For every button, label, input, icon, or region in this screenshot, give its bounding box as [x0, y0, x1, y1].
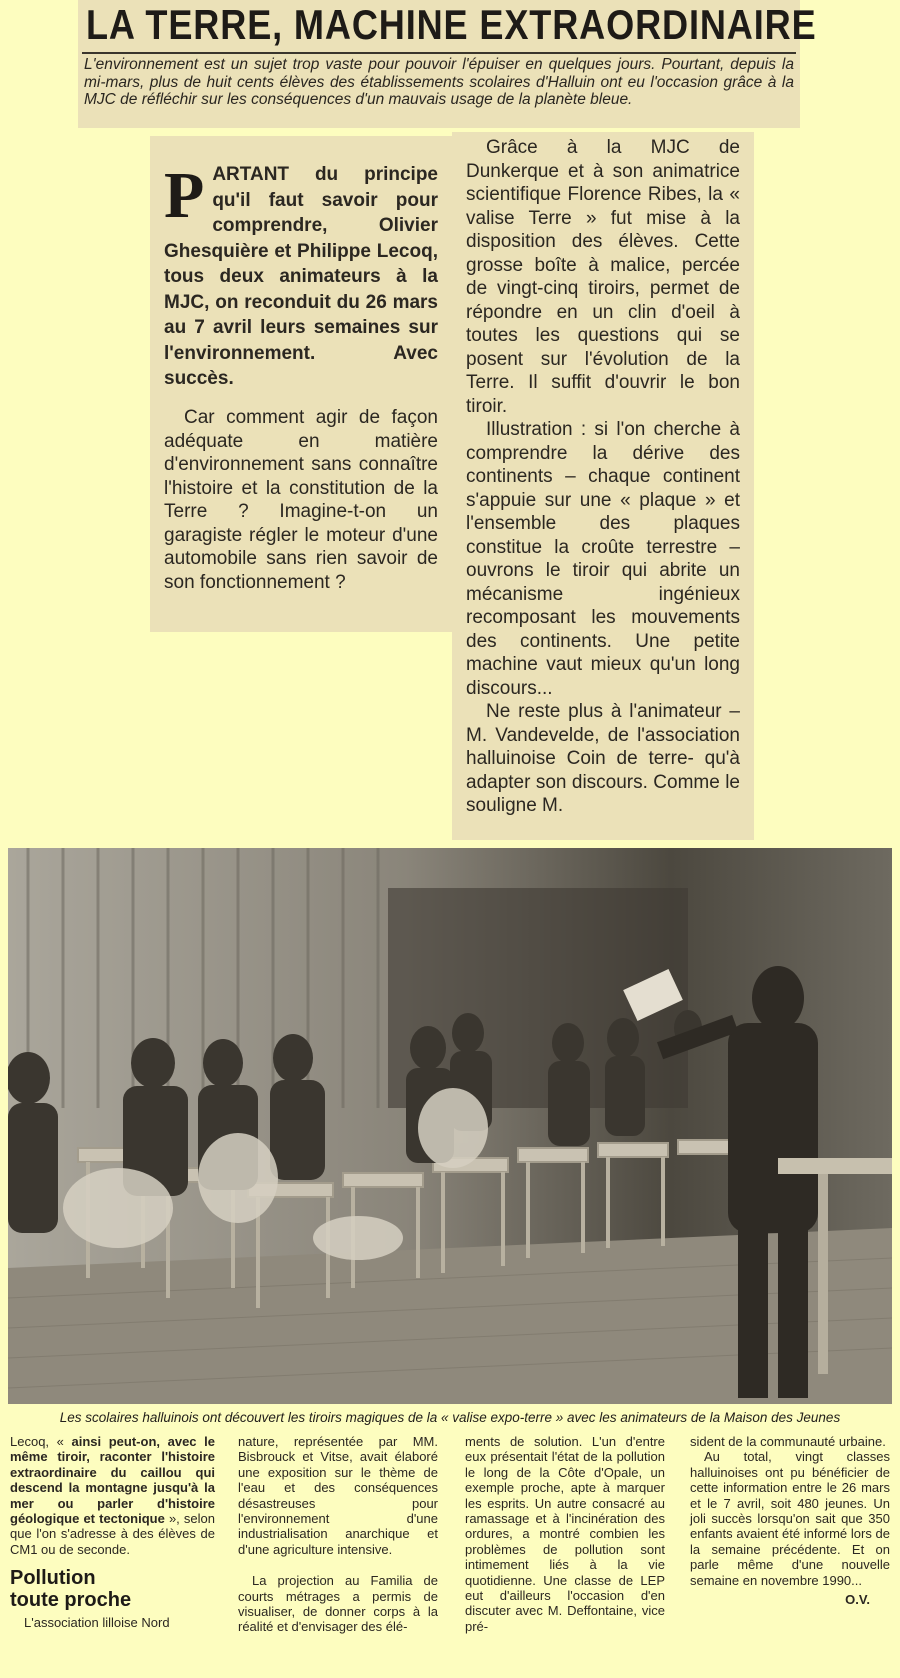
article-header	[78, 0, 817, 128]
quote-trailer: », selon que l'on s'adresse à des élèves de CM1 ou de seconde.	[10, 1511, 215, 1557]
intro-paragraph	[164, 159, 438, 392]
bottom-column-4	[690, 1434, 890, 1678]
bottom-column-1	[10, 1434, 215, 1678]
body-paragraph: Ne reste plus à l'animateur – M. Vandevelde, de l'association halluinoise Coin de terre- qu'à adapter son discours. Comme le souligne M.	[466, 701, 740, 816]
body-paragraph: Au total, vingt classes halluinoises ont pu bénéficier de cette information entre le 26 mars et le 7 avril, soit 480 jeunes. Un joli succès lorsqu'on sait que 350 enfants avaient été informé lors de la semaine précédente. Et on parle même d'une nouvelle semaine en novembre 1990...	[690, 1449, 890, 1588]
intro-text: ARTANT du principe qu'il faut savoir pour comprendre, Olivier Ghesquière et Philippe Lecoq, tous deux animateurs à la MJC, on reconduit du 26 mars au 7 avril leurs semaines sur l'environnement. Avec succès.	[164, 164, 438, 389]
body-paragraph: Illustration : si l'on cherche à comprendre la dérive des continents – chaque continent s'appuie sur une « plaque » et l'ensemble des plaques constitue la croûte terrestre – ouvrons le tiroir qui abrite un mécanisme ingénieux recomposant les mouvements des continents. Une petite machine vaut mieux qu'un long discours...	[466, 419, 740, 699]
headline: LA TERRE, MACHINE EXTRAORDINAIRE	[86, 1, 817, 48]
quote-text: ainsi peut-on, avec le même tiroir, raconter l'histoire extraordinaire du caillou qui descend la montagne jusqu'à la mer ou parler d'histoire géologique et tectonique	[10, 1434, 215, 1527]
photo-caption: Les scolaires halluinois ont découvert les tiroirs magiques de la « valise expo-terre » avec les animateurs de la Maison des Jeunes	[59, 1410, 841, 1425]
subheading-line-2: toute proche	[10, 1589, 132, 1612]
drop-cap: P	[164, 159, 205, 232]
body-paragraph: Car comment agir de façon adéquate en matière d'environnement sans connaître l'histoire et la constitution de la Terre ? Imagine-t-on un garagiste régler le moteur d'une automobile sans rien savoir de son fonctionnement ?	[164, 407, 438, 593]
article-column-2	[452, 132, 754, 840]
headline-rule	[82, 52, 796, 54]
body-paragraph: sident de la communauté urbaine.	[690, 1434, 886, 1449]
body-paragraph: ments de solution. L'un d'entre eux présentait l'état de la pollution le long de la Côte d'Opale, un exemple proche, apte à marquer les esprits. Un autre consacré au ramassage et à l'incinération des ordures, a montré combien les problèmes de pollution sont intimement liés à la vie quotidienne. Une classe de LEP eut d'ailleurs l'occasion d'en discuter avec M. Deffontaine, vice pré-	[465, 1434, 665, 1634]
lead-paragraph: L'environnement est un sujet trop vaste pour pouvoir l'épuiser en quelques jours. Pourtant, depuis la mi-mars, plus de huit cents élèves des établissements scolaires d'Halluin ont eu l'occasion grâce à la MJC de réfléchir sur les conséquences d'un mauvais usage de la planète bleue.	[84, 56, 794, 108]
bottom-column-3	[465, 1434, 665, 1678]
subheading	[10, 1567, 215, 1611]
quote-lead-in: Lecoq, «	[10, 1434, 72, 1449]
classroom-photo	[8, 848, 892, 1404]
classroom-photo-image	[8, 848, 892, 1404]
bottom-column-2	[238, 1434, 438, 1678]
subheading-line-1: Pollution	[10, 1567, 96, 1590]
column-2-text	[466, 136, 740, 818]
article-column-1	[150, 136, 452, 632]
body-paragraph: L'association lilloise Nord	[24, 1615, 170, 1631]
body-paragraph: La projection au Familia de courts métrages a permis de visualiser, de donner corps à la réalité et d'envisager des élé-	[238, 1573, 438, 1635]
quote-paragraph	[10, 1434, 215, 1557]
body-paragraph: nature, représentée par MM. Bisbrouck et Vitse, avait élaboré une exposition sur le thème de l'eau et des conséquences désastreuses pour l'environnement d'une industrialisation anarchique et d'une agriculture intensive.	[238, 1434, 438, 1557]
author-signature: O.V.	[845, 1592, 870, 1608]
body-paragraph: Grâce à la MJC de Dunkerque et à son animatrice scientifique Florence Ribes, la « valise Terre » fut mise à la disposition des élèves. Cette grosse boîte à malice, percée de vingt-cinq tiroirs, permet de répondre en un clin d'oeil à toutes les questions qui se posent sur l'évolution de la Terre. Il suffit d'ouvrir le bon tiroir.	[466, 137, 740, 417]
